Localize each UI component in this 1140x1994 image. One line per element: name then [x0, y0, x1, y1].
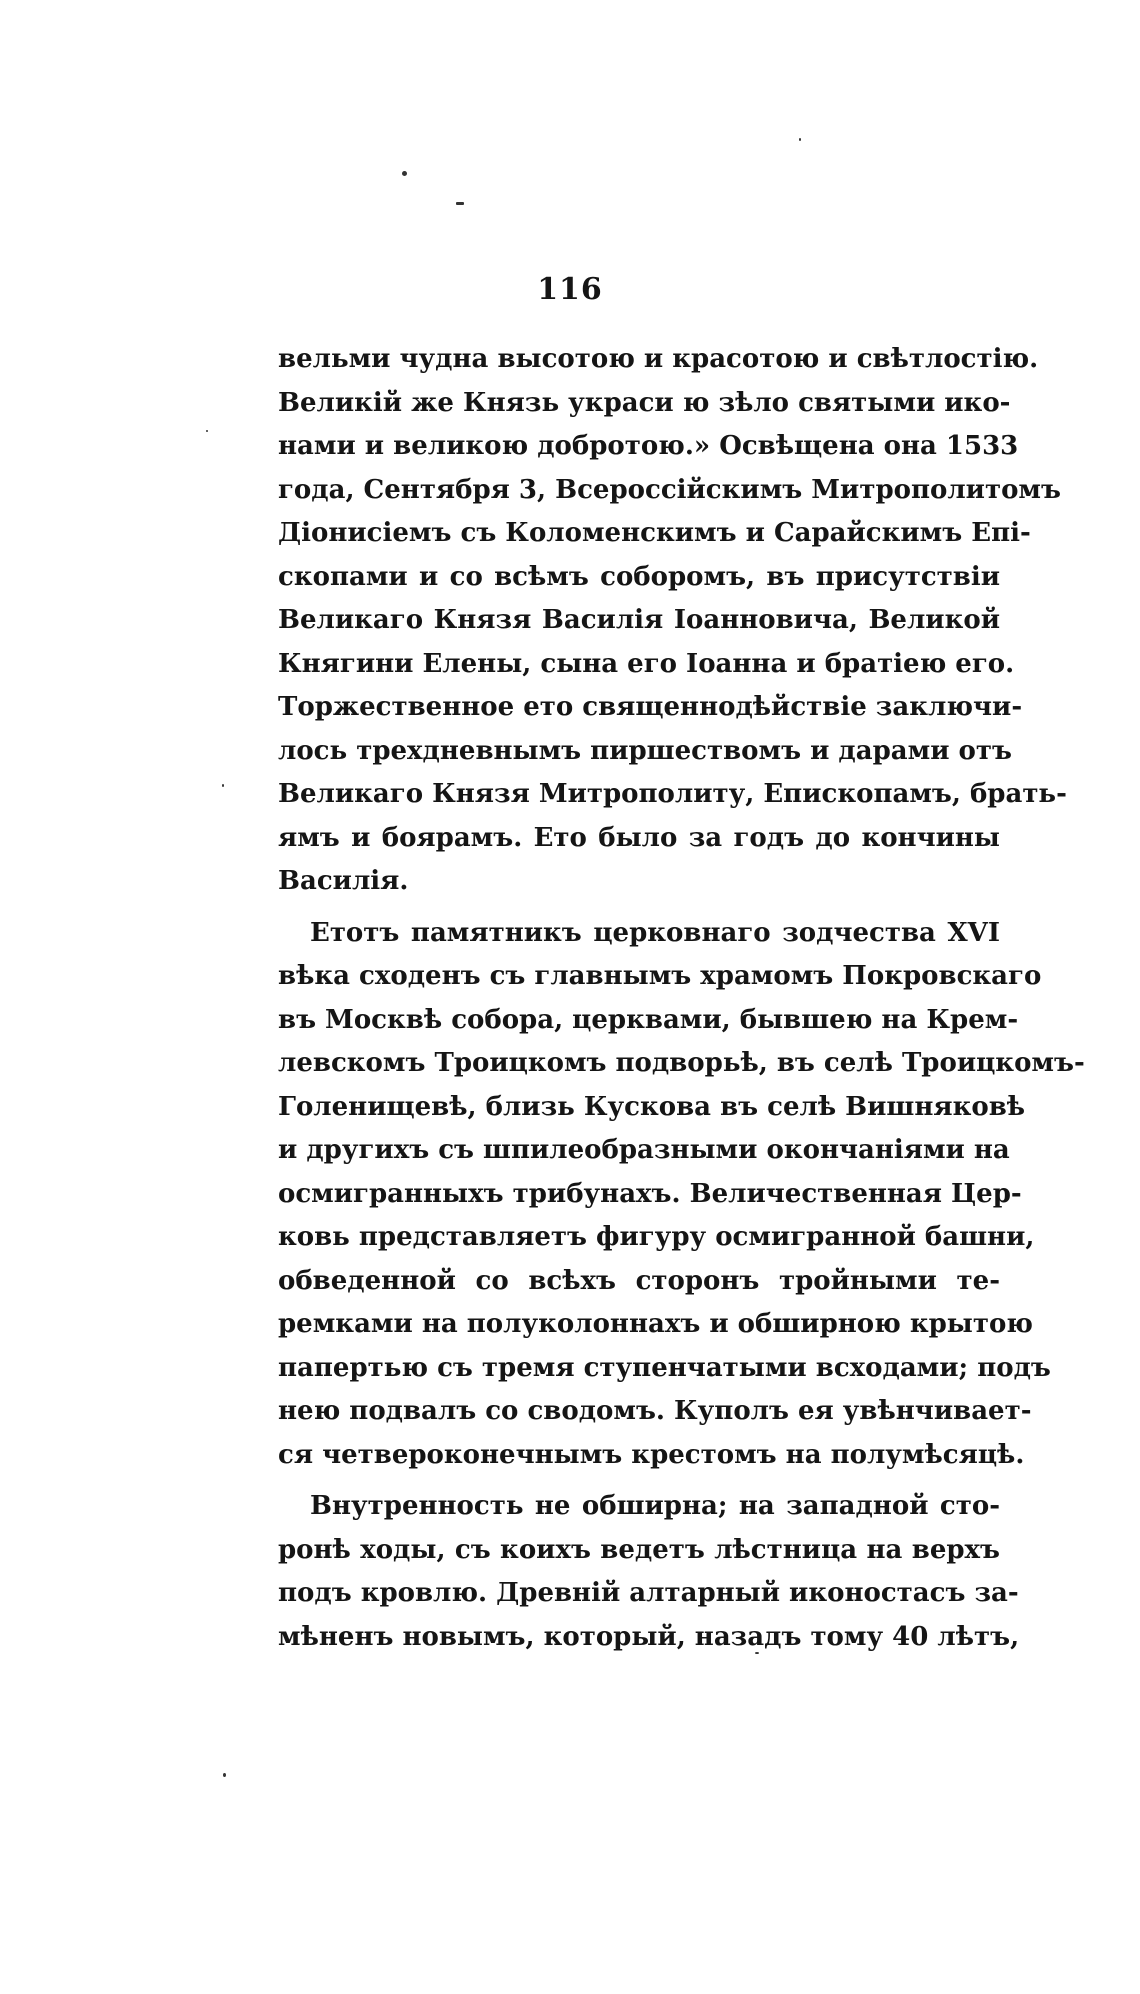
text-line: Великаго Князя Митрополиту, Епископамъ, брать-	[278, 779, 1067, 809]
scan-speck	[223, 1773, 226, 1777]
text-line: Етотъ памятникъ церковнаго зодчества XVI	[310, 917, 1000, 948]
paragraph	[278, 1485, 1020, 1659]
text-line: левскомъ Троицкомъ подворьѣ, въ селѣ Троицкомъ-	[278, 1048, 1085, 1078]
text-line: папертью съ тремя ступенчатыми всходами; подъ	[278, 1352, 1051, 1383]
text-line: и другихъ съ шпилеобразными окончаніями на	[278, 1135, 1010, 1165]
text-line: Внутренность не обширна; на западной сто-	[310, 1491, 1000, 1521]
text-line: года, Сентября 3, Всероссійскимъ Митрополитомъ	[278, 474, 1061, 505]
text-line: Голенищевѣ, близь Кускова въ селѣ Вишняковѣ	[278, 1091, 1026, 1122]
text-line: осмигранныхъ трибунахъ. Величественная Цер-	[278, 1178, 1022, 1209]
text-line: вельми чудна высотою и красотою и свѣтлостію.	[278, 344, 1039, 374]
scan-speck	[222, 784, 224, 787]
text-line: ямъ и боярамъ. Ето было за годъ до кончины	[278, 822, 1000, 853]
paragraph	[278, 912, 1085, 1478]
paragraph	[278, 338, 1067, 904]
text-line: нами и великою добротою.» Освѣщена она 1533	[278, 431, 1019, 461]
text-line: Великій же Князь украси ю зѣло святыми ико-	[278, 387, 1011, 418]
text-line: ковь представляетъ фигуру осмигранной башни,	[278, 1222, 1035, 1252]
text-line: подъ кровлю. Древній алтарный иконостасъ за-	[278, 1578, 1019, 1608]
body-text	[278, 338, 1085, 1659]
text-line: лось трехдневнымъ пиршествомъ и дарами отъ	[278, 735, 1012, 766]
text-line: ремками на полуколоннахъ и обширною крытою	[278, 1309, 1033, 1339]
paragraph-gap	[278, 904, 1000, 912]
text-line: скопами и со всѣмъ соборомъ, въ присутствіи	[278, 561, 1000, 592]
text-line: Діонисіемъ съ Коломенскимъ и Сарайскимъ Епі-	[278, 518, 1031, 548]
text-line: обведенной со всѣхъ сторонъ тройными те-	[278, 1265, 1000, 1296]
scan-speck	[799, 138, 801, 141]
paragraph-gap	[278, 1477, 1000, 1485]
scan-speck	[456, 202, 464, 205]
text-line: вѣка сходенъ съ главнымъ храмомъ Покровскаго	[278, 961, 1042, 991]
text-line: нею подвалъ со сводомъ. Куполъ ея увѣнчивает-	[278, 1396, 1032, 1426]
text-line: въ Москвѣ собора, церквами, бывшею на Крем-	[278, 1004, 1019, 1035]
text-line: ронѣ ходы, съ коихъ ведетъ лѣстница на верхъ	[278, 1534, 1000, 1565]
text-line: ся четвероконечнымъ крестомъ на полумѣсяцѣ.	[278, 1439, 1025, 1470]
page-number: 116	[537, 272, 603, 307]
scan-speck	[402, 171, 407, 176]
text-line: Великаго Князя Василія Іоанновича, Великой	[278, 605, 1000, 635]
text-line: Василія.	[278, 866, 409, 896]
scan-speck	[206, 430, 208, 432]
text-line: мѣненъ новымъ, который, назадъ тому 40 лѣтъ,	[278, 1621, 1020, 1652]
text-line: Торжественное ето священнодѣйствіе заключи-	[278, 692, 1023, 722]
text-line: Княгини Елены, сына его Іоанна и братіею его.	[278, 648, 1015, 679]
